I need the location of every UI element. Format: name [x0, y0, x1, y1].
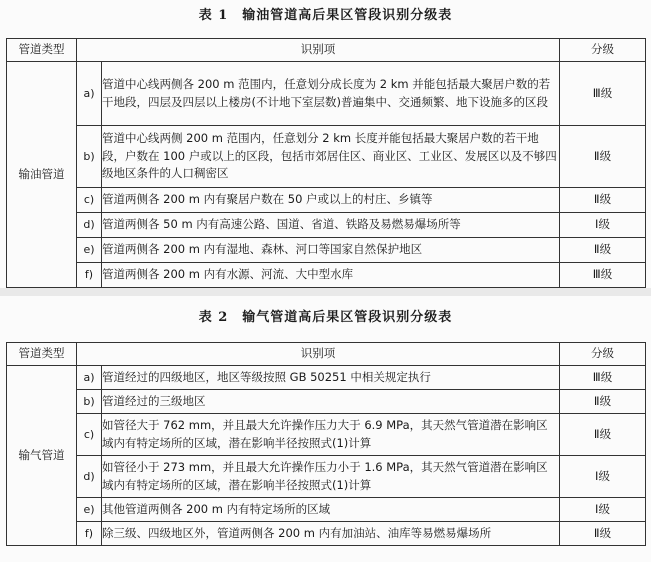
item-marker: c) [77, 414, 102, 456]
header-level: 分级 [560, 343, 646, 366]
item-text: 如管径小于 273 mm，并且最大允许操作压力小于 1.6 MPa，其天然气管道潜在影响区域内有特定场所的区域，潜在影响半径按照式(1)计算 [102, 456, 560, 498]
table-row [7, 188, 646, 213]
item-marker: a) [77, 366, 102, 390]
level-cell: Ⅲ级 [560, 366, 646, 390]
pipeline-type-cell: 输气管道 [7, 366, 77, 546]
item-text: 管道两侧各 200 m 内有湿地、森林、河口等国家自然保护地区 [102, 238, 560, 263]
table2 [6, 342, 646, 546]
item-text: 如管径大于 762 mm，并且最大允许操作压力大于 6.9 MPa，其天然气管道潜在影响区域内有特定场所的区域，潜在影响半径按照式(1)计算 [102, 414, 560, 456]
item-marker: c) [77, 188, 102, 213]
table-row [7, 62, 646, 126]
table-row [7, 414, 646, 456]
item-marker: d) [77, 213, 102, 238]
pipeline-type-cell: 输油管道 [7, 62, 77, 288]
table1-caption: 表 1 输油管道高后果区管段识别分级表 [198, 8, 453, 23]
header-type: 管道类型 [7, 343, 77, 366]
level-cell: Ⅱ级 [560, 126, 646, 188]
item-marker: f) [77, 263, 102, 288]
header-type: 管道类型 [7, 39, 77, 62]
item-marker: e) [77, 238, 102, 263]
item-text: 管道两侧各 200 m 内有聚居户数在 50 户或以上的村庄、乡镇等 [102, 188, 560, 213]
table2-caption: 表 2 输气管道高后果区管段识别分级表 [198, 310, 453, 325]
level-cell: Ⅲ级 [560, 263, 646, 288]
item-marker: d) [77, 456, 102, 498]
level-cell: Ⅱ级 [560, 390, 646, 414]
header-level: 分级 [560, 39, 646, 62]
level-cell: Ⅱ级 [560, 188, 646, 213]
table-row [7, 126, 646, 188]
table-row [7, 263, 646, 288]
table2-header-row [7, 343, 646, 366]
item-text: 管道经过的三级地区 [102, 390, 560, 414]
table-row [7, 522, 646, 546]
item-marker: b) [77, 126, 102, 188]
item-text: 管道中心线两侧 200 m 范围内，任意划分 2 km 长度并能包括最大聚居户数的若干地段，户数在 100 户或以上的区段，包括市郊居住区、商业区、工业区、发展区以及不够四级地区条件的人口稠密区 [102, 126, 560, 188]
level-cell: Ⅰ级 [560, 213, 646, 238]
level-cell: Ⅱ级 [560, 414, 646, 456]
level-cell: Ⅱ级 [560, 238, 646, 263]
table-row [7, 213, 646, 238]
level-cell: Ⅰ级 [560, 456, 646, 498]
table-row [7, 456, 646, 498]
table2-panel [0, 296, 651, 562]
item-text: 管道两侧各 50 m 内有高速公路、国道、省道、铁路及易燃易爆场所等 [102, 213, 560, 238]
item-marker: e) [77, 498, 102, 522]
item-marker: a) [77, 62, 102, 126]
table-row [7, 366, 646, 390]
level-cell: Ⅱ级 [560, 522, 646, 546]
item-marker: f) [77, 522, 102, 546]
table-row [7, 238, 646, 263]
header-item: 识别项 [77, 39, 560, 62]
level-cell: Ⅲ级 [560, 62, 646, 126]
item-marker: b) [77, 390, 102, 414]
item-text: 管道经过的四级地区，地区等级按照 GB 50251 中相关规定执行 [102, 366, 560, 390]
header-item: 识别项 [77, 343, 560, 366]
item-text: 除三级、四级地区外，管道两侧各 200 m 内有加油站、油库等易燃易爆场所 [102, 522, 560, 546]
item-text: 管道中心线两侧各 200 m 范围内，任意划分成长度为 2 km 并能包括最大聚居户数的若干地段，四层及四层以上楼房(不计地下室层数)普遍集中、交通频繁、地下设施多的区段 [102, 62, 560, 126]
item-text: 其他管道两侧各 200 m 内有特定场所的区域 [102, 498, 560, 522]
item-text: 管道两侧各 200 m 内有水源、河流、大中型水库 [102, 263, 560, 288]
level-cell: Ⅰ级 [560, 498, 646, 522]
panel-divider [0, 288, 651, 296]
table-row [7, 498, 646, 522]
table1 [6, 38, 646, 288]
table1-header-row [7, 39, 646, 62]
table-row [7, 390, 646, 414]
